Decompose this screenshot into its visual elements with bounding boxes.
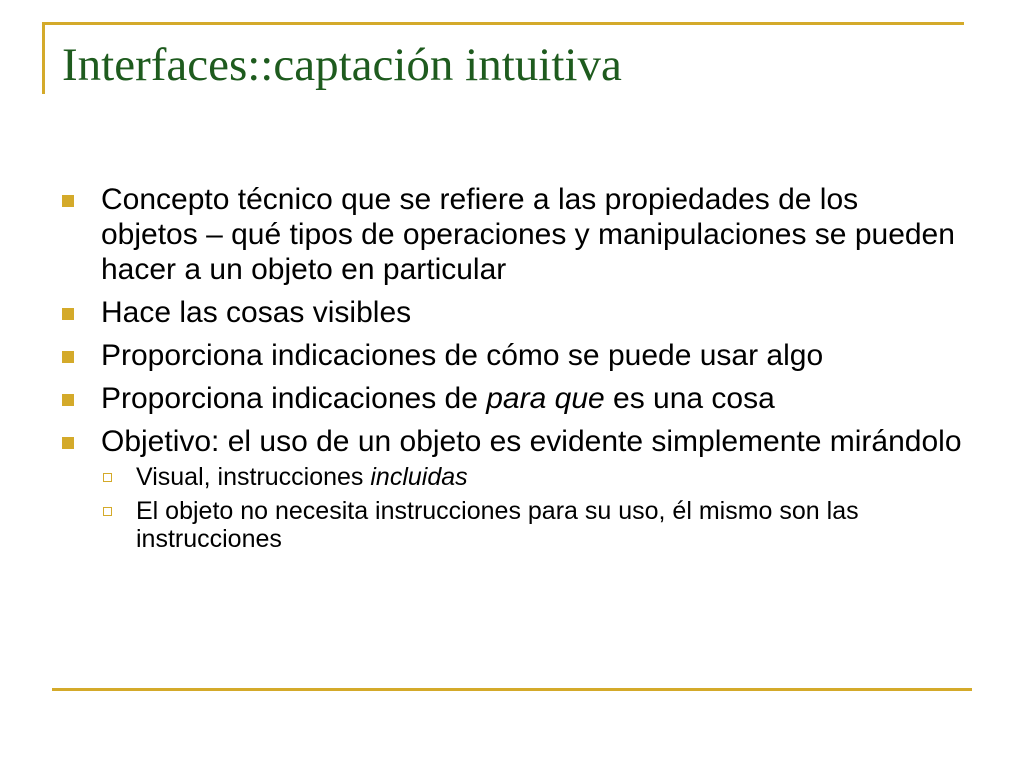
top-rule: [42, 22, 964, 25]
square-bullet-icon: [62, 308, 74, 320]
bullet-item: [62, 424, 962, 459]
square-bullet-icon: [62, 195, 74, 207]
left-rule: [42, 22, 45, 94]
subbullet-text: [136, 463, 468, 491]
slide-title: Interfaces::captación intuitiva: [62, 39, 622, 91]
bullet-text: Proporciona indicaciones de cómo se puede usar algo: [101, 339, 824, 372]
bottom-rule: [52, 688, 972, 691]
bullet-item: [62, 381, 962, 416]
hollow-square-bullet-icon: [103, 473, 112, 482]
subbullet-text: El objeto no necesita instrucciones para su uso, él mismo son las instrucciones: [136, 497, 859, 553]
bullet-text: [101, 381, 775, 416]
bullet-text: Concepto técnico que se refiere a las propiedades de los objetos – qué tipos de operaciones y manipulaciones se pueden hacer a un objeto en particular: [101, 183, 955, 286]
bullet-list: [62, 182, 962, 559]
bullet-text: Hace las cosas visibles: [101, 296, 412, 329]
bullet-item: [62, 295, 962, 330]
subbullet-item: [103, 497, 962, 553]
hollow-square-bullet-icon: [103, 507, 112, 516]
bullet-text: Objetivo: el uso de un objeto es evidente simplemente mirándolo: [101, 425, 962, 458]
subbullet-item: [103, 463, 962, 491]
subbullet-text-part: Visual, instrucciones: [136, 463, 371, 491]
bullet-item: [62, 338, 962, 373]
bullet-text-part: es una cosa: [604, 382, 775, 415]
subbullet-text-emphasis: incluidas: [370, 463, 468, 491]
square-bullet-icon: [62, 351, 74, 363]
bullet-text-emphasis: para que: [486, 382, 605, 415]
square-bullet-icon: [62, 437, 74, 449]
bullet-item: [62, 182, 962, 287]
bullet-text-part: Proporciona indicaciones de: [101, 382, 487, 415]
square-bullet-icon: [62, 394, 74, 406]
